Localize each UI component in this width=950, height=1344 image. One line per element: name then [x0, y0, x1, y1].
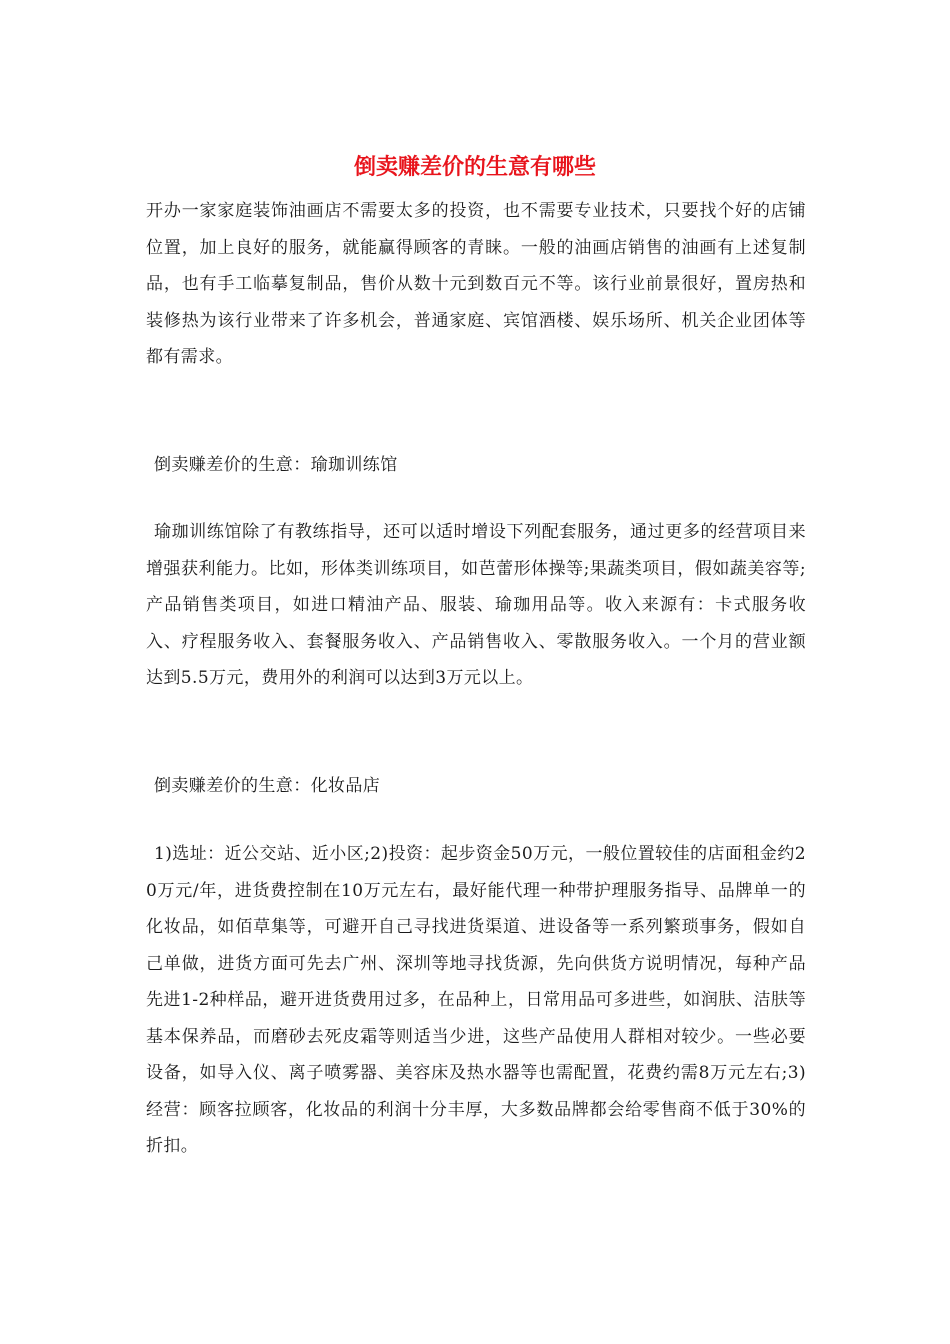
paragraph-yoga-studio: 瑜珈训练馆除了有教练指导，还可以适时增设下列配套服务，通过更多的经营项目来增强获利能力。比如，形体类训练项目，如芭蕾形体操等;果蔬类项目，假如蔬美容等;产品销售类项目，如进口精油产品、服装、瑜珈用品等。收入来源有：卡式服务收入、疗程服务收入、套餐服务收入、产品销售收入、零散服务收入。一个月的营业额达到5.5万元，费用外的利润可以达到3万元以上。	[146, 522, 806, 688]
document-title: 倒卖赚差价的生意有哪些	[353, 154, 596, 180]
section-heading-yoga: 倒卖赚差价的生意：瑜珈训练馆	[154, 455, 398, 475]
paragraph-cosmetics-shop: 1)选址：近公交站、近小区;2)投资：起步资金50万元，一般位置较佳的店面租金约20万元/年，进货费控制在10万元左右，最好能代理一种带护理服务指导、品牌单一的化妆品，如佰草集等，可避开自己寻找进货渠道、进设备等一系列繁琐事务，假如自己单做，进货方面可先去广州、深圳等地寻找货源，先向供货方说明情况，每种产品先进1-2种样品，避开进货费用过多，在品种上，日常用品可多进些，如润肤、洁肤等基本保养品，而磨砂去死皮霜等则适当少进，这些产品使用人群相对较少。一些必要设备，如导入仪、离子喷雾器、美容床及热水器等也需配置，花费约需8万元左右;3)经营：顾客拉顾客，化妆品的利润十分丰厚，大多数品牌都会给零售商不低于30%的折扣。	[146, 844, 806, 1156]
paragraph-oil-painting-shop: 开办一家家庭装饰油画店不需要太多的投资，也不需要专业技术，只要找个好的店铺位置，加上良好的服务，就能赢得顾客的青睐。一般的油画店销售的油画有上述复制品，也有手工临摹复制品，售价从数十元到数百元不等。该行业前景很好，置房热和装修热为该行业带来了许多机会，普通家庭、宾馆酒楼、娱乐场所、机关企业团体等都有需求。	[146, 201, 806, 367]
section-heading-cosmetics: 倒卖赚差价的生意：化妆品店	[154, 776, 381, 796]
